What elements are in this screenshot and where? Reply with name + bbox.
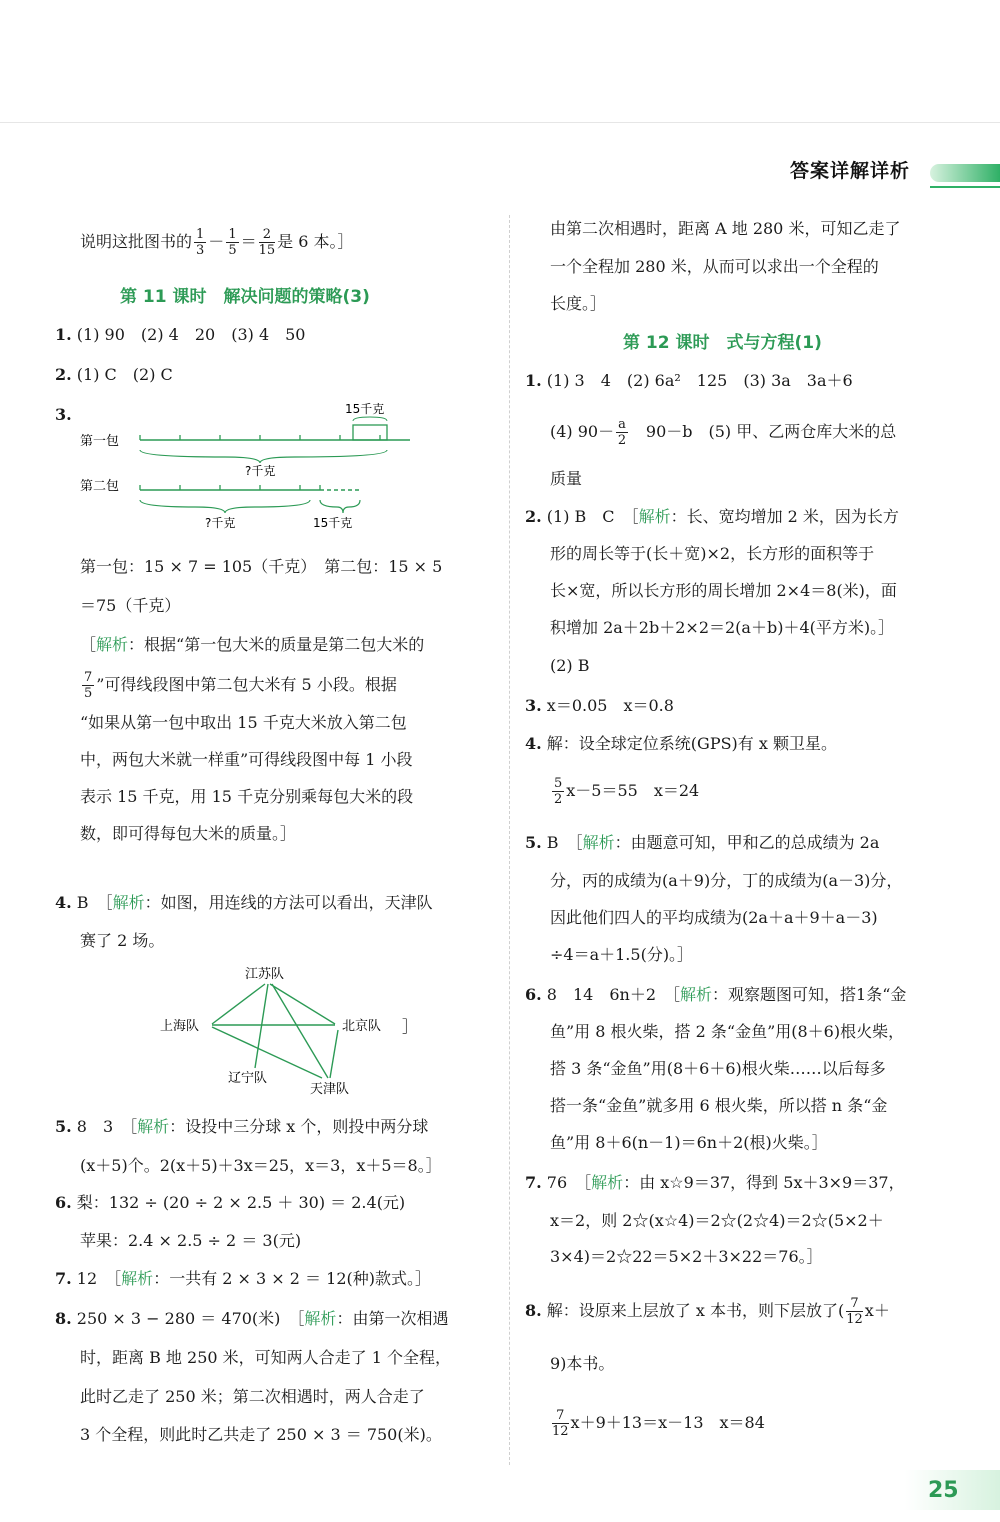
answer-line: 苹果：2.4 × 2.5 ÷ 2 ＝ 3(元) <box>80 1231 302 1250</box>
answer-line: 2. (1) C (2) C <box>55 365 173 384</box>
answer-line: ＝75（千克） <box>80 596 181 615</box>
top-brace <box>353 417 387 421</box>
analysis-line: $\frac{7}{5}$ ”可得线段图中第二包大米有 5 小段。根据 <box>84 670 397 701</box>
analysis-line: 鱼”用 8＋6(n－1)＝6n＋2(根)火柴。］ <box>550 1133 828 1152</box>
analysis-line: 鱼”用 8 根火柴，搭 2 条“金鱼”用(8＋6)根火柴， <box>550 1022 905 1041</box>
answer-line: 4. 解：设全球定位系统(GPS)有 x 颗卫星。 <box>525 734 837 753</box>
fraction: $\frac{1}{3}$ <box>196 227 205 258</box>
answer-line: 1. (1) 90 (2) 4 20 (3) 4 50 <box>55 325 306 344</box>
header-accent-rule <box>930 186 1000 188</box>
answer-line: (4) 90－ $\frac{a}{2}$ 90－b (5) 甲、乙两仓库大米的总 <box>550 417 897 448</box>
analysis-line: 3×4)＝2☆22＝5×2＋3×22＝76。］ <box>550 1247 823 1266</box>
answer-line: 3. <box>55 405 72 424</box>
node-shanghai: 上海队 <box>160 1019 200 1034</box>
text: 说明这批图书的 <box>80 232 193 251</box>
answer-line: 5. B ［解析：由题意可知，甲和乙的总成绩为 2a <box>525 833 880 852</box>
column-divider <box>509 215 510 1465</box>
header-title: 答案详解详析 <box>790 160 911 182</box>
analysis-tag: 解析 <box>137 1117 170 1136</box>
analysis-line: 搭 3 条“金鱼”用(8＋6＋6)根火柴……以后每多 <box>550 1059 886 1078</box>
bag1-extra-box <box>353 425 387 440</box>
node-beijing: 北京队 <box>342 1019 382 1034</box>
fraction: $\frac{7}{5}$ <box>84 670 93 701</box>
page-number: 25 <box>928 1478 959 1503</box>
answer-line: 4. B ［解析：如图，用连线的方法可以看出，天津队 <box>55 893 433 912</box>
bag2-brace-label-b: 15千克 <box>313 516 353 530</box>
analysis-line: 搭一条“金鱼”就多用 6 根火柴，所以搭 n 条“金 <box>550 1096 888 1115</box>
bag1-brace-label: ?千克 <box>245 464 276 478</box>
fraction: $\frac{7}{12}$ <box>552 1408 569 1439</box>
analysis-tag: 解析 <box>680 985 713 1004</box>
node-liaoning: 辽宁队 <box>228 1071 268 1086</box>
analysis-tag: 解析 <box>304 1309 337 1328</box>
answer-line: 3. x＝0.05 x＝0.8 <box>525 696 674 715</box>
analysis-line: 数，即可得每包大米的质量。］ <box>80 824 297 843</box>
top-label: 15千克 <box>345 402 385 416</box>
analysis-line: 由第二次相遇时，距离 A 地 280 米，可知乙走了 <box>550 219 901 238</box>
bag2-brace-label-a: ?千克 <box>205 516 236 530</box>
equation-line: $\frac{7}{12}$ x＋9＋13＝x－13 x＝84 <box>552 1408 765 1439</box>
bag2-brace-a <box>140 500 310 513</box>
answer-line: 6. 8 14 6n＋2 ［解析：观察题图可知，搭1条“金 <box>525 985 907 1004</box>
analysis-line: 时，距离 B 地 250 米，可知两人合走了 1 个全程， <box>80 1348 451 1367</box>
analysis-line: 积增加 2a＋2b＋2×2＝2(a＋b)＋4(平方米)。］ <box>550 618 895 637</box>
analysis-tag: 解析 <box>112 893 145 912</box>
answer-line: 8. 250 × 3 − 280 ＝ 470(米) ［解析：由第一次相遇 <box>55 1309 449 1328</box>
analysis-tag: 解析 <box>582 833 615 852</box>
bracket-close: ］ <box>402 1017 419 1036</box>
bag1-label: 第一包 <box>80 434 120 449</box>
answer-line: 9)本书。 <box>550 1354 615 1373</box>
bag2-brace-b <box>320 500 360 513</box>
bag1-brace <box>140 450 387 463</box>
fraction: $\frac{1}{5}$ <box>228 227 237 258</box>
section-title-11: 第 11 课时 解决问题的策略(3) <box>120 287 370 307</box>
analysis-line: 因此他们四人的平均成绩为(2a＋a＋9＋a－3) <box>550 908 878 927</box>
answer-line: 赛了 2 场。 <box>80 931 165 950</box>
answer-line: 7. 76 ［解析：由 x☆9＝37，得到 5x＋3×9＝37， <box>525 1173 905 1192</box>
analysis-tag: 解析 <box>638 507 671 526</box>
analysis-line: 3 个全程，则此时乙共走了 250 × 3 ＝ 750(米)。 <box>80 1425 442 1444</box>
line-segment-diagram <box>75 395 435 545</box>
answer-line: 2. (1) B C ［解析：长、宽均增加 2 米，因为长方 <box>525 507 899 526</box>
answer-line: 1. (1) 3 4 (2) 6a² 125 (3) 3a 3a＋6 <box>525 371 853 390</box>
analysis-line: x＝2，则 2☆(x☆4)＝2☆(2☆4)＝2☆(5×2＋ <box>550 1211 884 1230</box>
fraction: $\frac{a}{2}$ <box>617 417 627 448</box>
analysis-line: 表示 15 千克，用 15 千克分别乘每包大米的段 <box>80 787 414 806</box>
header-divider <box>0 122 1000 123</box>
graph-edges <box>212 984 338 1078</box>
answer-line: (x＋5)个。2(x＋5)＋3x＝25，x＝3，x＋5＝8。］ <box>80 1156 442 1175</box>
answer-line: 5. 8 3 ［解析：设投中三分球 x 个，则投中两分球 <box>55 1117 429 1136</box>
analysis-line: 中，两包大米就一样重”可得线段图中每 1 小段 <box>80 750 413 769</box>
answer-line: (2) B <box>550 656 590 675</box>
node-tianjin: 天津队 <box>310 1082 350 1097</box>
team-match-graph <box>150 960 450 1100</box>
answer-line: 8. 解：设原来上层放了 x 本书，则下层放了( $\frac{7}{12}$ x＋ <box>525 1296 890 1327</box>
answer-line: 7. 12 ［解析：一共有 2 × 3 × 2 ＝ 12(种)款式。］ <box>55 1269 431 1288</box>
fraction: $\frac{5}{2}$ <box>554 776 563 807</box>
analysis-line: 分，丙的成绩为(a＋9)分，丁的成绩为(a－3)分， <box>550 871 903 890</box>
analysis-line: 此时乙走了 250 米；第二次相遇时，两人合走了 <box>80 1387 425 1406</box>
analysis-line: “如果从第一包中取出 15 千克大米放入第二包 <box>80 713 407 732</box>
fraction: $\frac{7}{12}$ <box>846 1296 863 1327</box>
analysis-tag: 解析 <box>96 635 129 654</box>
answer-line: 第一包：15 × 7 = 105（千克） 第二包：15 × 5 <box>80 557 443 576</box>
section-title-12: 第 12 课时 式与方程(1) <box>623 333 822 353</box>
answer-line: 质量 <box>550 469 583 488</box>
analysis-line: 长度。］ <box>550 294 607 313</box>
analysis-line: 一个全程加 280 米，从而可以求出一个全程的 <box>550 257 879 276</box>
analysis-line: 形的周长等于(长＋宽)×2，长方形的面积等于 <box>550 544 875 563</box>
analysis-line: 长×宽，所以长方形的周长增加 2×4＝8(米)，面 <box>550 581 897 600</box>
analysis-tag: 解析 <box>121 1269 154 1288</box>
equation-line: $\frac{5}{2}$ x－5＝55 x＝24 <box>554 776 700 807</box>
analysis-line: ÷4＝a＋1.5(分)。］ <box>550 945 694 964</box>
fraction: $\frac{2}{15}$ <box>258 227 276 258</box>
node-jiangsu: 江苏队 <box>245 967 285 982</box>
analysis-tag: 解析 <box>591 1173 624 1192</box>
analysis-line: ［解析：根据“第一包大米的质量是第二包大米的 <box>80 635 425 654</box>
header-accent-bar <box>930 164 1000 182</box>
answer-line: 说明这批图书的 $\frac{1}{3}$ － $\frac{1}{5}$ ＝ $\frac{2}{15}$ 是 6 本。］ <box>80 227 354 258</box>
answer-line: 6. 梨：132 ÷ (20 ÷ 2 × 2.5 ＋ 30) ＝ 2.4(元) <box>55 1193 406 1212</box>
bag2-label: 第二包 <box>80 479 120 494</box>
